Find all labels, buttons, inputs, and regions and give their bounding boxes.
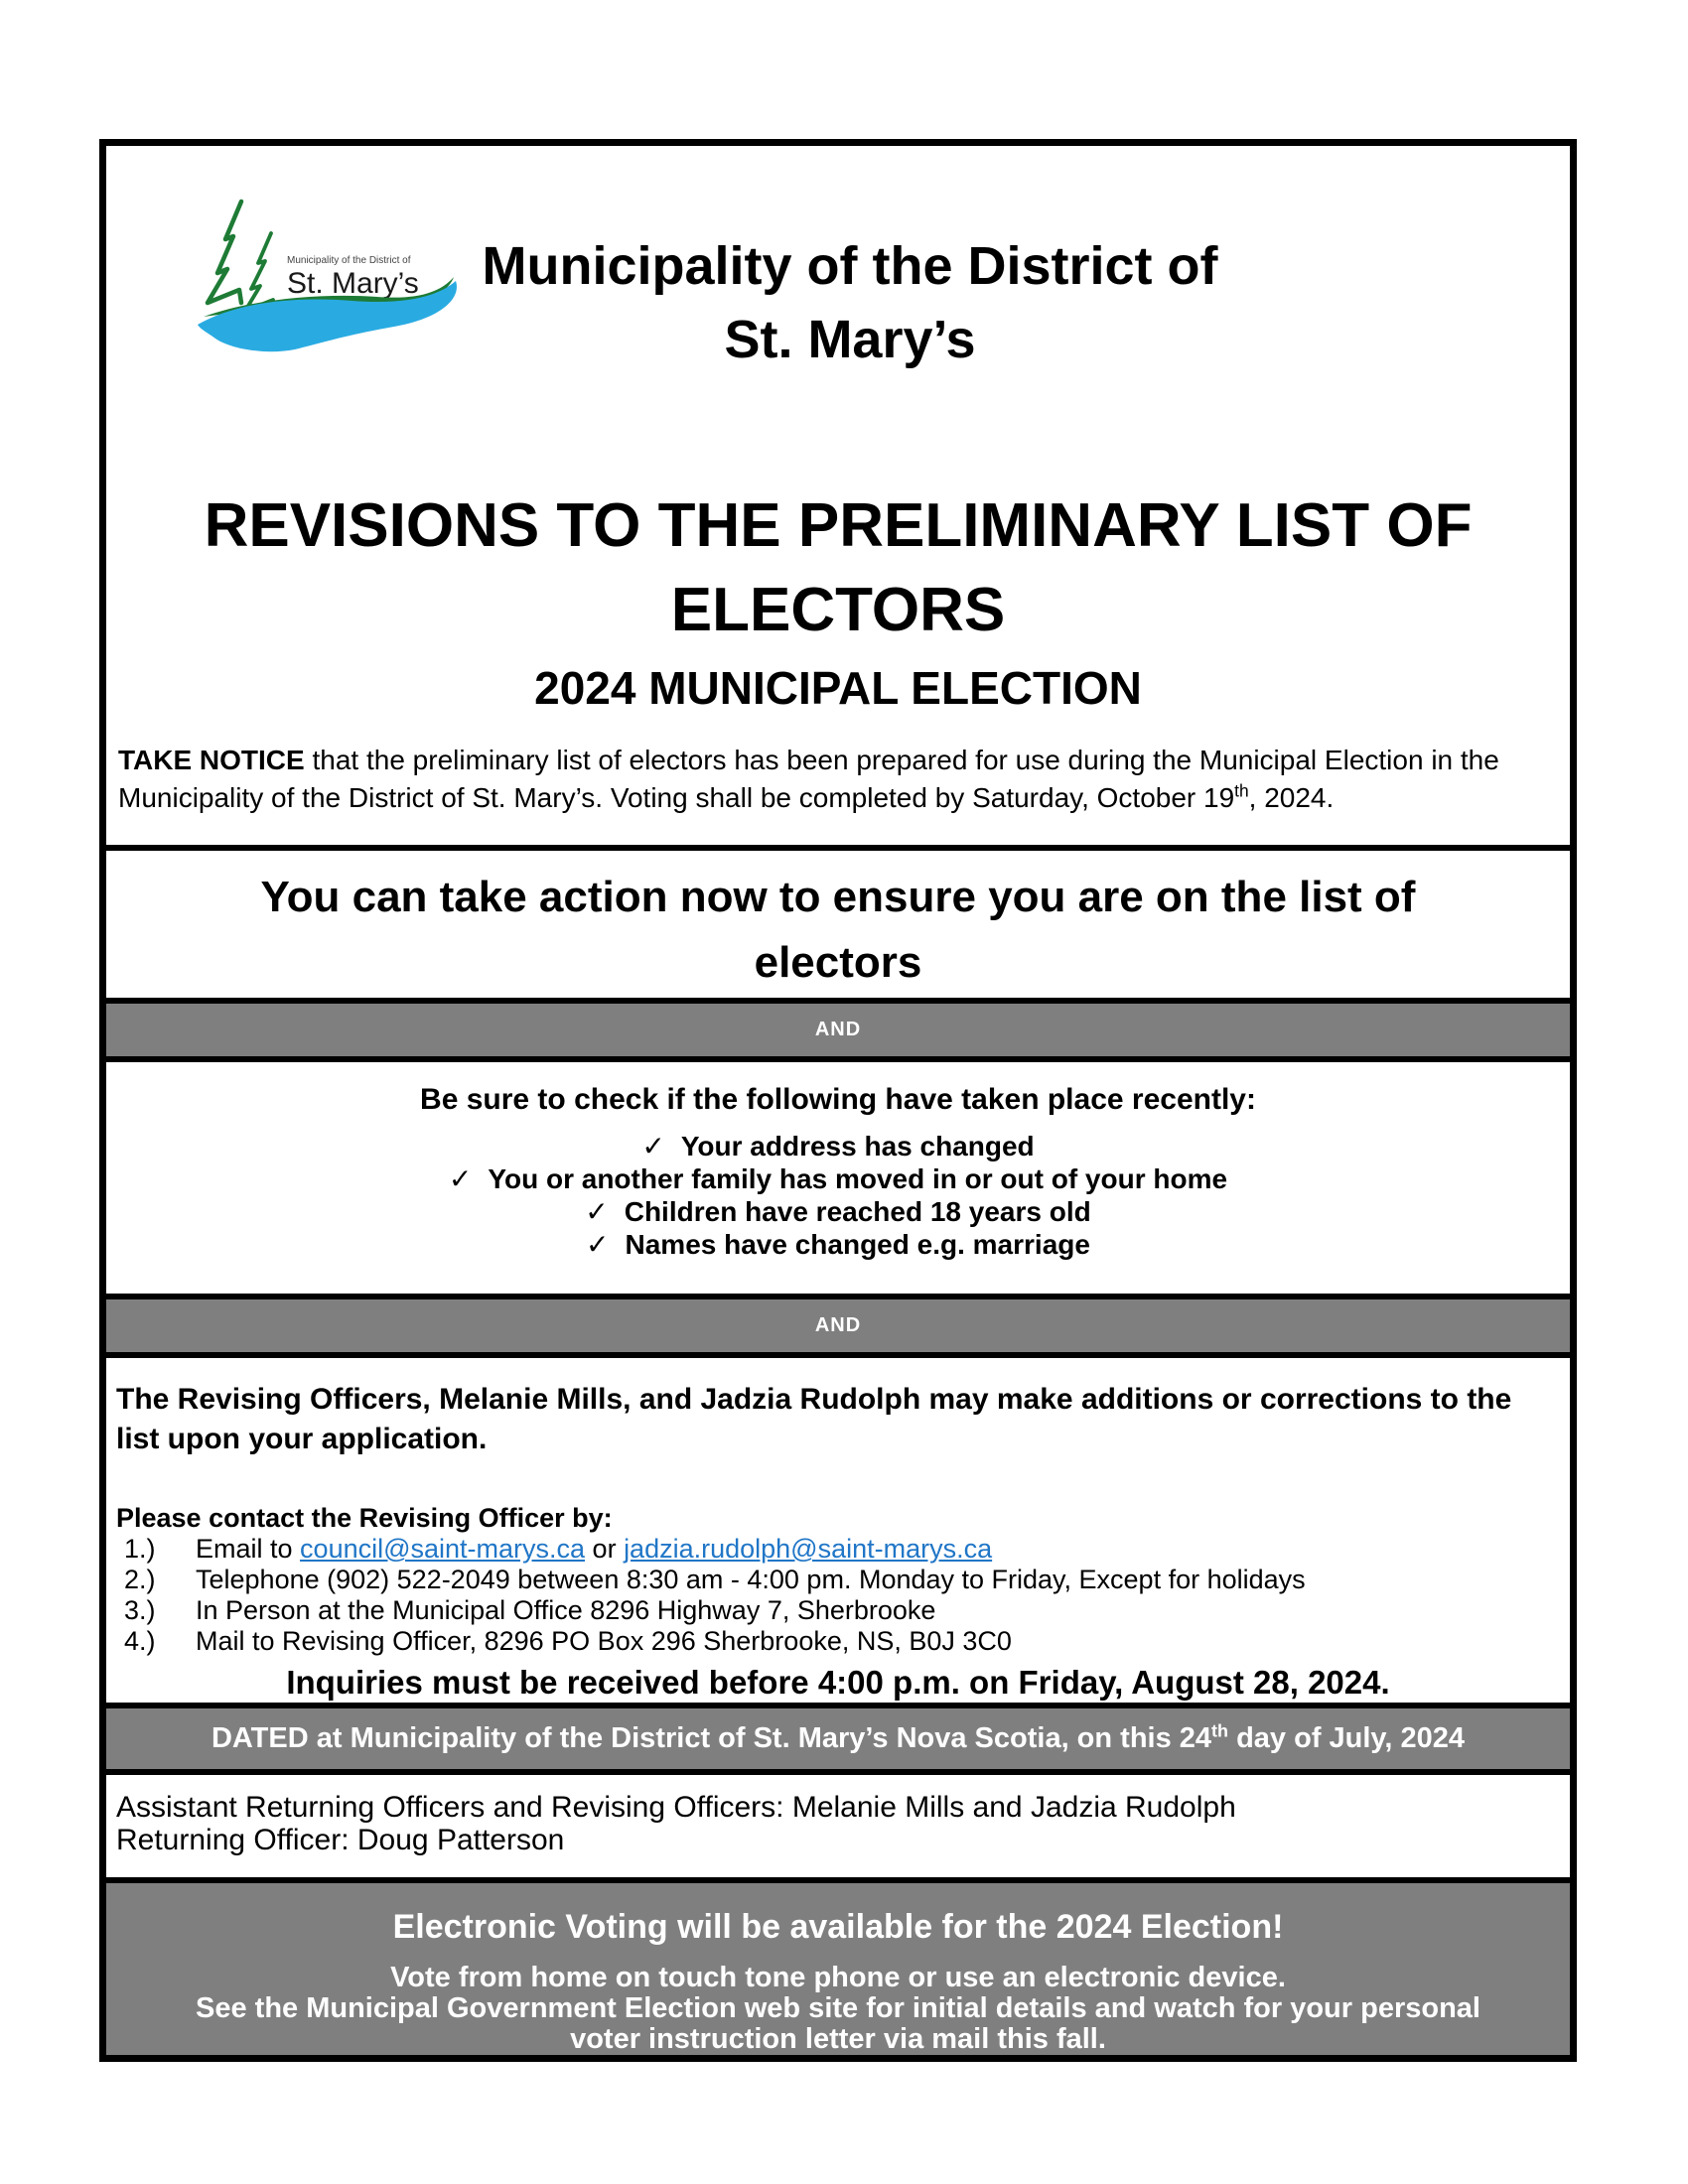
contact-method-1-middle: or (585, 1534, 625, 1564)
checklist-item (106, 1162, 1570, 1195)
revising-intro: The Revising Officers, Melanie Mills, and Jadzia Rudolph may make additions or corrections to the list upon your application. (116, 1383, 1512, 1455)
and-separator-2 (106, 1299, 1570, 1358)
contact-method-4 (116, 1626, 1560, 1657)
check-icon: ✓ (641, 1130, 665, 1162)
contact-method-2 (116, 1565, 1560, 1595)
header-section (106, 146, 1570, 851)
checklist-item-text: Your address has changed (680, 1131, 1035, 1161)
checklist-item-text: Names have changed e.g. marriage (625, 1229, 1090, 1260)
contact-method-3 (116, 1595, 1560, 1626)
returning-officer-line: Returning Officer: Doug Patterson (116, 1824, 565, 1856)
inquiry-deadline: Inquiries must be received before 4:00 p.m. on Friday, August 28, 2024. (286, 1664, 1390, 1701)
contact-method-1-prefix: Email to (196, 1534, 301, 1564)
checklist-item (106, 1130, 1570, 1162)
evoting-line1: Vote from home on touch tone phone or use an electronic device. (390, 1962, 1286, 1993)
ordinal-superscript: th (1211, 1720, 1229, 1741)
item-number: 2.) (124, 1565, 156, 1594)
dated-text (211, 1722, 1465, 1755)
logo-small-text: Municipality of the District of (287, 255, 411, 266)
contact-heading: Please contact the Revising Officer by: (116, 1503, 613, 1533)
org-title-line1: Municipality of the District of (482, 236, 1218, 296)
check-icon: ✓ (448, 1162, 473, 1195)
st-marys-logo (184, 194, 462, 352)
checklist-item (106, 1195, 1570, 1228)
logo-large-text: St. Mary’s (287, 267, 419, 300)
item-number: 1.) (124, 1534, 156, 1564)
org-title-line2: St. Mary’s (724, 310, 976, 369)
election-subheading: 2024 MUNICIPAL ELECTION (534, 662, 1142, 714)
and-label-1: AND (814, 1019, 862, 1040)
email-link-jadzia[interactable]: jadzia.rudolph@saint-marys.ca (624, 1534, 993, 1564)
take-notice-label: TAKE NOTICE (118, 745, 305, 775)
item-number: 3.) (124, 1595, 156, 1625)
dated-text-end: day of July, 2024 (1228, 1722, 1466, 1754)
checklist-item-text: You or another family has moved in or out of your home (488, 1163, 1228, 1194)
checklist-section (106, 1082, 1570, 1299)
evoting-section (106, 1883, 1570, 2055)
take-notice-text-end: , 2024. (1248, 782, 1335, 813)
ordinal-superscript: th (1234, 780, 1249, 801)
checklist-item (106, 1228, 1570, 1261)
contact-method-3-text: In Person at the Municipal Office 8296 Highway 7, Sherbrooke (196, 1595, 936, 1625)
notice-document (99, 139, 1577, 2062)
dated-text-body: at Municipality of the District of St. Mary’s Nova Scotia, on this 24 (308, 1722, 1212, 1754)
action-banner-text: You can take action now to ensure you are on the list of electors (260, 873, 1416, 987)
notice-heading-line1: REVISIONS TO THE PRELIMINARY LIST OF (204, 491, 1473, 560)
notice-heading (118, 483, 1558, 652)
email-link-council[interactable]: council@saint-marys.ca (300, 1534, 586, 1564)
contact-method-4-text: Mail to Revising Officer, 8296 PO Box 296 Sherbrooke, NS, B0J 3C0 (196, 1626, 1012, 1656)
take-notice-text: that the preliminary list of electors has been prepared for use during the Municipal Election in the Municipality of the District of St. Mary’s. Voting shall be completed by Saturday, October 19 (118, 745, 1499, 813)
check-icon: ✓ (585, 1195, 609, 1228)
dated-label: DATED (211, 1722, 309, 1754)
contact-method-1 (116, 1534, 1560, 1565)
checklist-heading: Be sure to check if the following have taken place recently: (420, 1083, 1256, 1116)
evoting-line2: See the Municipal Government Election web site for initial details and watch for your personal voter instruction letter via mail this fall. (196, 1992, 1480, 2055)
check-icon: ✓ (586, 1228, 610, 1261)
checklist-item-text: Children have reached 18 years old (624, 1196, 1091, 1227)
and-separator-1 (106, 1004, 1570, 1062)
item-number: 4.) (124, 1626, 156, 1656)
revising-officers-section (106, 1380, 1570, 1708)
and-label-2: AND (814, 1314, 862, 1336)
pine-trees-icon (208, 202, 273, 311)
officers-section (106, 1775, 1570, 1883)
assistant-officers-line: Assistant Returning Officers and Revising Officers: Melanie Mills and Jadzia Rudolph (116, 1791, 1236, 1824)
dated-bar (106, 1708, 1570, 1775)
contact-method-2-text: Telephone (902) 522-2049 between 8:30 am - 4:00 pm. Monday to Friday, Except for holidays (196, 1565, 1306, 1594)
checklist-items (106, 1130, 1570, 1261)
action-banner-section (106, 851, 1570, 1004)
notice-heading-line2: ELECTORS (670, 576, 1006, 644)
take-notice-paragraph (118, 742, 1558, 817)
evoting-heading: Electronic Voting will be available for the 2024 Election! (392, 1908, 1284, 1946)
